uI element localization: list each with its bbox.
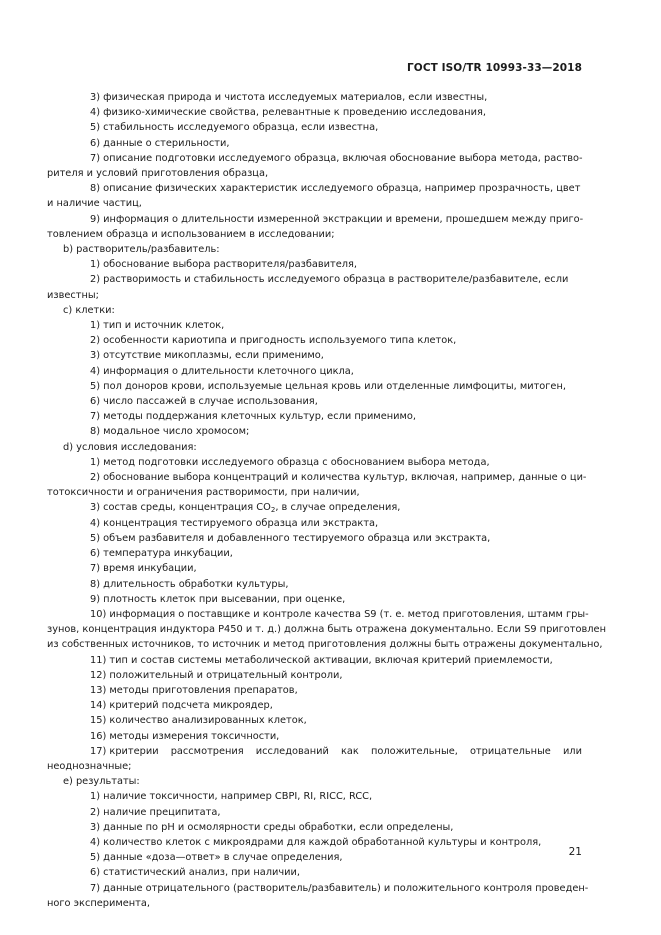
- line-text: d) условия исследования:: [63, 441, 197, 453]
- text-line: [47, 500, 582, 515]
- text-line: [47, 774, 582, 789]
- text-line: [47, 865, 582, 880]
- line-text: 5) стабильность исследуемого образца, если известна,: [90, 122, 379, 134]
- line-text: c) клетки:: [63, 304, 115, 316]
- line-text: 1) тип и источник клеток,: [90, 320, 225, 332]
- text-line: [47, 227, 582, 242]
- line-text: 9) информация о длительности измеренной экстракции и времени, прошедшем между приго-: [90, 213, 584, 225]
- text-line: [47, 896, 582, 911]
- line-text: 5) объем разбавителя и добавленного тестируемого образца или экстракта,: [90, 532, 491, 544]
- text-line: [47, 181, 582, 196]
- text-line: [47, 348, 582, 363]
- text-line: [47, 653, 582, 668]
- line-text: e) результаты:: [63, 776, 140, 788]
- line-text: 12) положительный и отрицательный контроли,: [90, 669, 343, 681]
- line-text: 2) наличие преципитата,: [90, 806, 221, 818]
- line-text: и наличие частиц,: [47, 198, 142, 210]
- text-line: [47, 166, 582, 181]
- justified-word: исследований: [255, 745, 329, 757]
- line-text: 6) данные о стерильности,: [90, 137, 230, 149]
- text-line: [47, 379, 582, 394]
- text-line: [47, 424, 582, 439]
- justified-word: отрицательные: [469, 745, 551, 757]
- line-text: 5) данные «доза—ответ» в случае определения,: [90, 852, 343, 864]
- line-text: 15) количество анализированных клеток,: [90, 715, 307, 727]
- text-line: [47, 805, 582, 820]
- justified-word: или: [562, 745, 582, 757]
- text-line: [47, 136, 582, 151]
- line-text: 4) концентрация тестируемого образца или экстракта,: [90, 517, 379, 529]
- text-line: [47, 318, 582, 333]
- text-line: [47, 759, 582, 774]
- text-line: [47, 120, 582, 135]
- line-text: 8) длительность обработки культуры,: [90, 578, 289, 590]
- line-text: неоднозначные;: [47, 760, 132, 772]
- text-line: [47, 698, 582, 713]
- text-line: [47, 835, 582, 850]
- line-text: 2) обоснование выбора концентраций и количества культур, включая, например, данные о ци-: [90, 472, 587, 484]
- line-text: ного эксперимента,: [47, 897, 151, 909]
- line-text: 1) обоснование выбора растворителя/разбавителя,: [90, 259, 358, 271]
- text-line: [47, 470, 587, 485]
- line-text: 4) информация о длительности клеточного цикла,: [90, 365, 354, 377]
- document-id-header: ГОСТ ISO/TR 10993-33—2018: [407, 62, 582, 74]
- text-line: [47, 531, 582, 546]
- line-text: 11) тип и состав системы метаболической активации, включая критерий приемлемости,: [90, 654, 553, 666]
- line-text: 3) данные по pH и осмолярности среды обработки, если определены,: [90, 821, 454, 833]
- line-text: 6) статистический анализ, при наличии,: [90, 867, 301, 879]
- line-text: 7) данные отрицательного (растворитель/разбавитель) и положительного контроля проведен-: [90, 882, 589, 894]
- line-text: тотоксичности и ограничения растворимости, при наличии,: [47, 487, 360, 499]
- line-text: 1) метод подготовки исследуемого образца с обоснованием выбора метода,: [90, 456, 490, 468]
- justified-word: 17) критерии: [90, 745, 159, 757]
- line-text: 4) количество клеток с микроядрами для каждой обработанной культуры и контроля,: [90, 836, 542, 848]
- line-text: 3) состав среды, концентрация CO: [90, 502, 271, 514]
- line-text: 6) температура инкубации,: [90, 548, 233, 560]
- text-line: [47, 713, 582, 728]
- justified-word: положительные,: [370, 745, 458, 757]
- line-text-after: , в случае определения,: [275, 502, 401, 514]
- line-text: товлением образца и использованием в исследовании;: [47, 228, 335, 240]
- text-line: [47, 440, 582, 455]
- text-line: [47, 607, 589, 622]
- text-line: [47, 561, 582, 576]
- text-line: [47, 683, 582, 698]
- line-text: 1) наличие токсичности, например CBPI, RI, RICC, RCC,: [90, 791, 373, 803]
- text-line: [47, 364, 582, 379]
- text-line: [47, 592, 582, 607]
- text-line: [47, 303, 582, 318]
- text-line: [47, 820, 582, 835]
- justified-word: рассмотрения: [170, 745, 244, 757]
- justified-word: как: [341, 745, 359, 757]
- document-body: [47, 90, 606, 911]
- line-text: 2) растворимость и стабильность исследуемого образца в растворителе/разбавителе, если: [90, 274, 569, 286]
- text-line: [47, 881, 589, 896]
- text-line: [47, 668, 582, 683]
- text-line: [47, 105, 582, 120]
- text-line: [47, 637, 603, 652]
- line-text: 8) описание физических характеристик исследуемого образца, например прозрачность, цвет: [90, 183, 581, 195]
- text-line: [47, 485, 582, 500]
- text-line: [47, 394, 582, 409]
- text-line: [47, 516, 582, 531]
- line-text: известны;: [47, 289, 99, 301]
- line-text: 7) время инкубации,: [90, 563, 197, 575]
- line-text: 2) особенности кариотипа и пригодность используемого типа клеток,: [90, 335, 457, 347]
- text-line: [47, 257, 582, 272]
- line-text: 7) описание подготовки исследуемого образца, включая обоснование выбора метода, раство-: [90, 152, 583, 164]
- line-text: b) растворитель/разбавитель:: [63, 244, 220, 256]
- line-text: 13) методы приготовления препаратов,: [90, 684, 298, 696]
- text-line: [47, 789, 582, 804]
- line-text: 6) число пассажей в случае использования,: [90, 396, 318, 408]
- text-line: [47, 850, 582, 865]
- text-line: [47, 455, 582, 470]
- subscript: 2: [270, 506, 276, 515]
- line-text: 3) отсутствие микоплазмы, если применимо,: [90, 350, 324, 362]
- text-line: [47, 546, 582, 561]
- line-text: зунов, концентрация индуктора P450 и т. д.) должна быть отражена документально. Если S9 приготовлен: [47, 624, 606, 636]
- text-line: [47, 577, 582, 592]
- text-line: [47, 151, 582, 166]
- text-line: [47, 242, 582, 257]
- line-text: 16) методы измерения токсичности,: [90, 730, 280, 742]
- text-line: [47, 333, 582, 348]
- page-number: 21: [568, 846, 582, 858]
- line-text: 10) информация о поставщике и контроле качества S9 (т. е. метод приготовления, штамм гры-: [90, 608, 589, 620]
- line-text: 9) плотность клеток при высевании, при оценке,: [90, 593, 346, 605]
- text-line: [47, 744, 582, 759]
- line-text: 5) пол доноров крови, используемые цельная кровь или отделенные лимфоциты, митоген,: [90, 380, 566, 392]
- line-text: 3) физическая природа и чистота исследуемых материалов, если известны,: [90, 92, 488, 103]
- line-text: 7) методы поддержания клеточных культур, если применимо,: [90, 411, 416, 423]
- text-line: [47, 409, 582, 424]
- line-text: рителя и условий приготовления образца,: [47, 168, 269, 180]
- text-line: [47, 90, 582, 105]
- text-line: [47, 288, 582, 303]
- text-line: [47, 622, 606, 637]
- text-line: [47, 196, 582, 211]
- line-text: из собственных источников, то источник и метод приготовления должны быть отражены документально,: [47, 639, 603, 651]
- line-text: 4) физико-химические свойства, релевантные к проведению исследования,: [90, 107, 486, 119]
- text-line: [47, 729, 582, 744]
- line-text: 14) критерий подсчета микроядер,: [90, 700, 273, 712]
- line-text: 8) модальное число хромосом;: [90, 426, 250, 438]
- text-line: [47, 272, 582, 287]
- text-line: [47, 212, 582, 227]
